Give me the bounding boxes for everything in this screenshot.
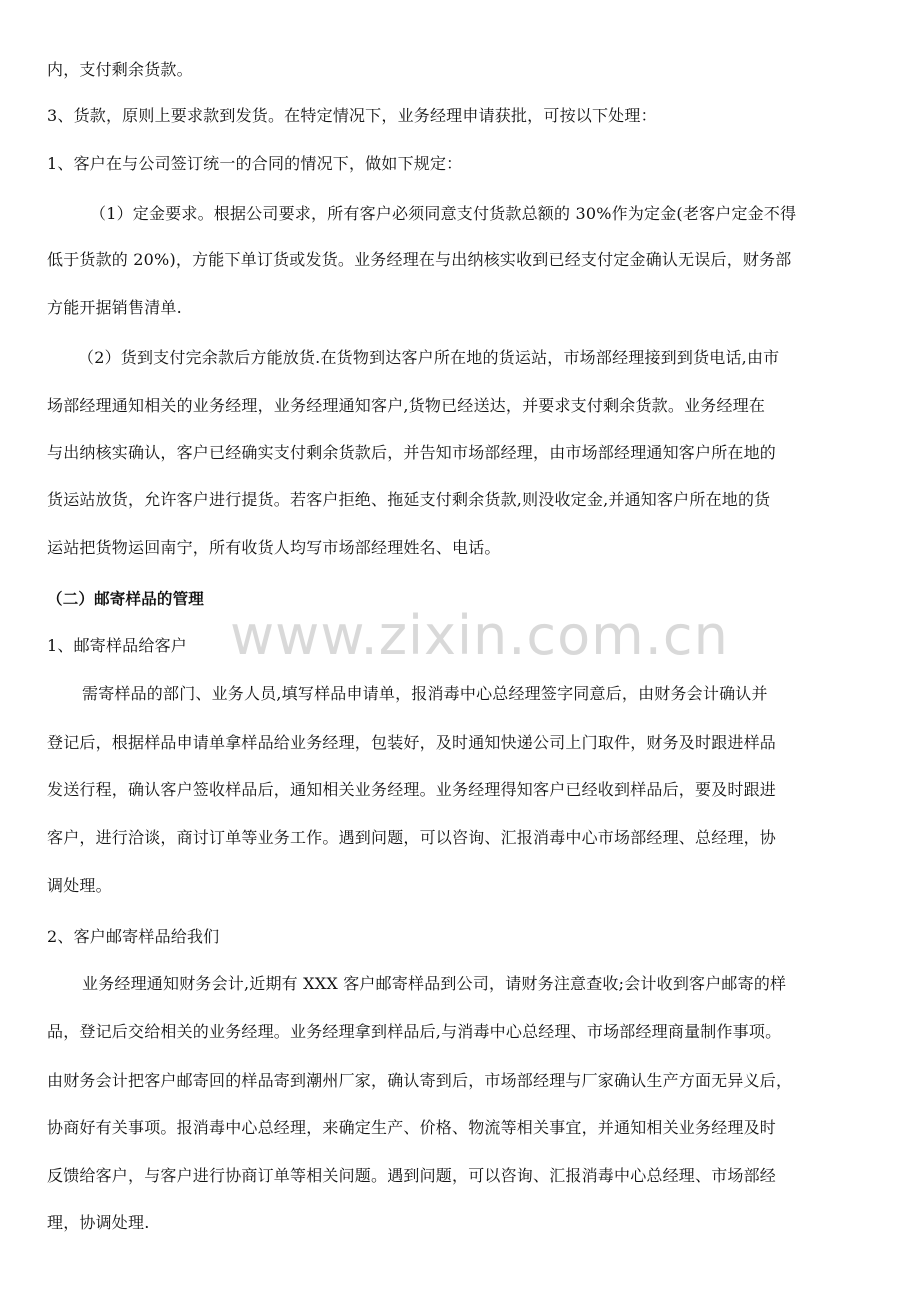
watermark: www.zixin.com.cn [230,604,729,667]
section-heading: （二）邮寄样品的管理 [47,590,205,608]
text-line: （1）定金要求。根据公司要求，所有客户必须同意支付货款总额的 30%作为定金(老客户定金不得 [90,204,797,223]
text-line: 品，登记后交给相关的业务经理。业务经理拿到样品后,与消毒中心总经理、市场部经理商量制作事项。 [47,1022,782,1041]
text-line: 场部经理通知相关的业务经理，业务经理通知客户,货物已经送达，并要求支付剩余货款。业务经理在 [47,396,766,415]
text-line: 协商好有关事项。报消毒中心总经理，来确定生产、价格、物流等相关事宜，并通知相关业务经理及时 [47,1118,777,1137]
text-line: 3、货款，原则上要求款到发货。在特定情况下，业务经理申请获批，可按以下处理： [47,106,657,125]
text-line: 业务经理通知财务会计,近期有 XXX 客户邮寄样品到公司，请财务注意查收;会计收到客户邮寄的样 [82,974,787,993]
text-line: 方能开据销售清单. [47,298,182,317]
text-line: 内，支付剩余货款。 [47,60,193,79]
text-line: 调处理。 [47,876,112,895]
subsection-heading: 2、客户邮寄样品给我们 [47,927,220,946]
text-line: 需寄样品的部门、业务人员,填写样品申请单，报消毒中心总经理签字同意后，由财务会计确认并 [82,684,768,703]
text-line: 反馈给客户，与客户进行协商订单等相关问题。遇到问题，可以咨询、汇报消毒中心总经理、市场部经 [47,1166,777,1185]
text-line: 运站把货物运回南宁，所有收货人均写市场部经理姓名、电话。 [47,538,501,557]
text-line: 与出纳核实确认，客户已经确实支付剩余货款后，并告知市场部经理，由市场部经理通知客户所在地的 [47,443,777,462]
text-line: 客户，进行洽谈，商讨订单等业务工作。遇到问题，可以咨询、汇报消毒中心市场部经理、总经理，协 [47,828,777,847]
text-line: 1、客户在与公司签订统一的合同的情况下，做如下规定： [47,154,463,173]
text-line: 低于货款的 20%)，方能下单订货或发货。业务经理在与出纳核实收到已经支付定金确认无误后，财务部 [47,250,792,269]
text-line: （2）货到支付完余款后方能放货.在货物到达客户所在地的货运站，市场部经理接到到货电话,由市 [78,348,780,367]
text-line: 由财务会计把客户邮寄回的样品寄到潮州厂家，确认寄到后，市场部经理与厂家确认生产方面无异义后， [47,1071,793,1090]
text-line: 货运站放货，允许客户进行提货。若客户拒绝、拖延支付剩余货款,则没收定金,并通知客户所在地的货 [47,490,771,509]
subsection-heading: 1、邮寄样品给客户 [47,636,187,655]
text-line: 登记后，根据样品申请单拿样品给业务经理，包装好，及时通知快递公司上门取件，财务及时跟进样品 [47,733,777,752]
text-line: 发送行程，确认客户签收样品后，通知相关业务经理。业务经理得知客户已经收到样品后，要及时跟进 [47,780,777,799]
text-line: 理，协调处理. [47,1213,150,1232]
